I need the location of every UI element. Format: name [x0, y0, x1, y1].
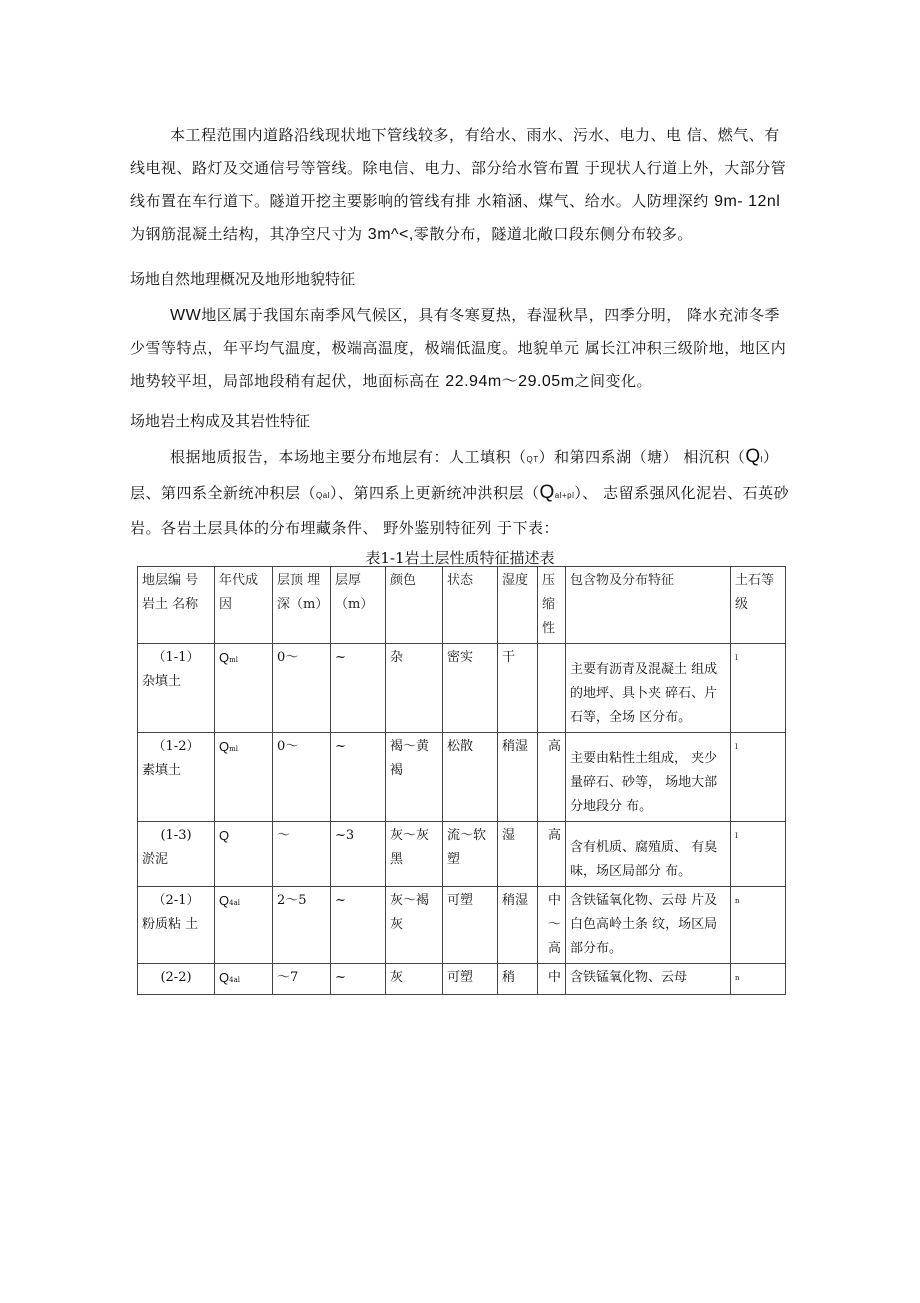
header-compressibility: 压缩性	[538, 567, 566, 644]
layer-id: （1-1）	[152, 650, 200, 665]
table-caption: 表1-1岩土层性质特征描述表	[365, 549, 555, 567]
layer-id: (1-3)	[160, 828, 192, 843]
formula-subscript: l	[760, 455, 763, 464]
formula-qt: QT	[526, 455, 539, 464]
color-cell: 杂	[386, 644, 443, 733]
paragraph-text: 本工程范围内道路沿线现状地下管线较多，有给水、雨水、污水、电力、电 信、燃气、有线电视、路灯及交通信号等管线。除电信、电力、部分给水管布置 于现状人行道上外，大部分管线布置在车行道下。隧道开挖主要影响的管线有排 水箱涵、煤气、给水。人防埋深约	[130, 126, 787, 210]
state-cell: 松散	[443, 733, 498, 822]
table-row	[138, 822, 786, 887]
thickness-cell: ~	[331, 964, 386, 995]
header-top-depth: 层顶 埋深（m）	[273, 567, 331, 644]
layer-name: 粉质粘 土	[142, 917, 199, 932]
table-row	[138, 733, 786, 822]
header-thickness: 层厚（m）	[331, 567, 386, 644]
header-humidity: 湿度	[498, 567, 538, 644]
state-cell: 可塑	[443, 964, 498, 995]
top-depth-cell: 0～	[273, 644, 331, 733]
humidity-cell: 稍	[498, 964, 538, 995]
humidity-cell: 稍湿	[498, 887, 538, 964]
color-cell: 灰～灰黑	[386, 822, 443, 887]
state-cell: 密实	[443, 644, 498, 733]
paragraph-text: ）、 志留系强风化泥岩、石英砂岩。各岩土层具体的分布埋藏条件、 野外鉴别特征列 于下表：	[130, 484, 790, 537]
formula-qal: Qal	[316, 491, 330, 500]
description-cell: 含铁锰氧化物、云母	[566, 964, 731, 995]
depth-value: 9m- 12nl	[714, 193, 781, 210]
layer-id: （1-2）	[152, 739, 200, 754]
layer-name: 淤泥	[142, 852, 169, 867]
top-depth-cell: ～7	[273, 964, 331, 995]
layer-id: （2-1）	[152, 893, 200, 908]
description-cell: 含铁锰氧化物、云母 片及白色高岭土条 纹，场区局部分布。	[566, 887, 731, 964]
grade-cell: n	[731, 964, 786, 995]
top-depth-cell: ～	[273, 822, 331, 887]
paragraph-text: ）、第四系上更新统冲洪积层（	[329, 484, 540, 502]
color-cell: 灰～褐灰	[386, 887, 443, 964]
paragraph-pipelines	[130, 119, 790, 251]
state-cell: 可塑	[443, 887, 498, 964]
paragraph-text: ）层、第四系全新统冲积层（	[130, 448, 779, 502]
age-cell	[215, 964, 273, 995]
humidity-cell: 干	[498, 644, 538, 733]
layer-cell	[138, 964, 215, 995]
header-grade: 土石等级	[731, 567, 786, 644]
paragraph-text: ）和第四系湖（塘） 相沉积（	[538, 448, 746, 466]
age-cell	[215, 887, 273, 964]
table-row	[138, 644, 786, 733]
age-symbol: Q	[219, 893, 230, 908]
compress-cell: 中	[538, 964, 566, 995]
elevation-range: 22.94m～29.05m	[445, 373, 575, 390]
top-depth-cell: 0～	[273, 733, 331, 822]
top-depth-cell: 2～5	[273, 887, 331, 964]
section-heading-geography: 场地自然地理概况及地形地貌特征	[130, 270, 356, 288]
layer-cell	[138, 887, 215, 964]
layer-name: 素填土	[142, 763, 182, 778]
header-description: 包含物及分布特征	[566, 567, 731, 644]
paragraph-text: 地区属于我国东南季风气候区，具有冬寒夏热，春湿秋旱，四季分明， 降水充沛冬季少雪等特点，年平均气温度，极端高温度，极端低温度。地貌单元 属长江冲积三级阶地，地区内地势较平坦，局部地段稍有起伏，地面标高在	[130, 306, 787, 390]
layer-cell	[138, 644, 215, 733]
age-cell	[215, 644, 273, 733]
thickness-cell: ~	[331, 887, 386, 964]
header-layer: 地层编 号岩土 名称	[138, 567, 215, 644]
humidity-cell: 湿	[498, 822, 538, 887]
age-subscript: ml	[229, 745, 239, 753]
age-symbol: Q	[219, 828, 230, 843]
state-cell: 流～软塑	[443, 822, 498, 887]
color-cell: 褐～黄褐	[386, 733, 443, 822]
size-value: 3m^<,	[367, 226, 414, 243]
age-symbol: Q	[219, 739, 230, 754]
soil-properties-table	[137, 566, 786, 995]
age-subscript: 4al	[229, 976, 240, 984]
compress-cell: 高	[538, 733, 566, 822]
paragraph-text: 之间变化。	[574, 372, 653, 390]
header-state: 状态	[443, 567, 498, 644]
layer-name: 杂填土	[142, 674, 182, 689]
humidity-cell: 稍湿	[498, 733, 538, 822]
grade-cell: I	[731, 822, 786, 887]
paragraph-climate	[130, 299, 790, 398]
age-subscript: ml	[229, 656, 239, 664]
layer-id: (2-2)	[160, 970, 192, 985]
age-symbol: Q	[219, 650, 230, 665]
grade-cell: I	[731, 644, 786, 733]
table-header-row	[138, 567, 786, 644]
age-cell	[215, 733, 273, 822]
description-cell: 主要由粘性土组成， 夹少量碎石、砂等， 场地大部分地段分 布。	[566, 733, 731, 822]
header-color: 颜色	[386, 567, 443, 644]
paragraph-text: 零散分布，隧道北敞口段东侧分布较多。	[413, 225, 693, 243]
age-subscript: 4al	[229, 899, 240, 907]
compress-cell: 高	[538, 822, 566, 887]
formula-q: Q	[745, 446, 761, 467]
thickness-cell: ~	[331, 733, 386, 822]
compress-cell	[538, 644, 566, 733]
age-cell	[215, 822, 273, 887]
age-symbol: Q	[219, 970, 230, 985]
grade-cell: I	[731, 733, 786, 822]
layer-cell	[138, 822, 215, 887]
thickness-cell: ~3	[331, 822, 386, 887]
table-row	[138, 887, 786, 964]
paragraph-soil-layers	[130, 440, 790, 545]
formula-q: Q	[539, 482, 555, 503]
layer-cell	[138, 733, 215, 822]
description-cell: 主要有沥青及混凝土 组成的地坪、具卜夹 碎石、片石等，全场 区分布。	[566, 644, 731, 733]
compress-cell: 中～高	[538, 887, 566, 964]
region-code: WW	[170, 307, 202, 324]
paragraph-text: 根据地质报告，本场地主要分布地层有：人工填积（	[170, 448, 527, 466]
color-cell: 灰	[386, 964, 443, 995]
section-heading-soil: 场地岩土构成及其岩性特征	[130, 412, 311, 430]
paragraph-text: 为钢筋混凝土结构，其净空尺寸为	[130, 225, 363, 243]
table-row	[138, 964, 786, 995]
header-age: 年代成因	[215, 567, 273, 644]
description-cell: 含有机质、腐殖质、 有臭味，场区局部分 布。	[566, 822, 731, 887]
grade-cell: n	[731, 887, 786, 964]
formula-subscript: al+pl	[554, 491, 575, 500]
thickness-cell: ~	[331, 644, 386, 733]
